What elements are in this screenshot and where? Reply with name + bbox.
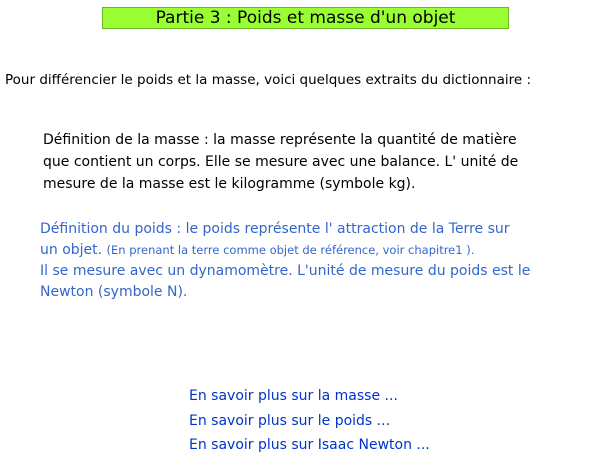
definition-masse (43, 129, 563, 195)
definition-masse-line: Définition de la masse : la masse représente la quantité de matière (43, 132, 517, 148)
definition-poids-text: un objet. (40, 242, 103, 258)
definition-poids-line: Newton (symbole N). (40, 284, 188, 300)
link-isaac-newton[interactable]: En savoir plus sur Isaac Newton ... (189, 437, 430, 453)
definition-poids-line: Définition du poids : le poids représente l' attraction de la Terre sur (40, 221, 510, 237)
link-masse[interactable]: En savoir plus sur la masse ... (189, 388, 398, 404)
link-poids[interactable]: En savoir plus sur le poids ... (189, 412, 391, 429)
intro-text: Pour différencier le poids et la masse, voici quelques extraits du dictionnaire : (5, 72, 532, 88)
definition-masse-line: mesure de la masse est le kilogramme (symbole kg). (43, 176, 416, 192)
page-title: Partie 3 : Poids et masse d'un objet (155, 8, 456, 28)
more-info-links (189, 384, 589, 458)
definition-masse-line: que contient un corps. Elle se mesure avec une balance. L' unité de (43, 154, 519, 170)
definition-poids-note: (En prenant la terre comme objet de référence, voir chapitre1 ). (106, 243, 475, 257)
definition-poids-line: Il se mesure avec un dynamomètre. L'unité de mesure du poids est le (40, 263, 531, 279)
definition-poids (40, 219, 585, 303)
page-title-banner (102, 7, 509, 29)
definition-poids-line (40, 240, 585, 261)
